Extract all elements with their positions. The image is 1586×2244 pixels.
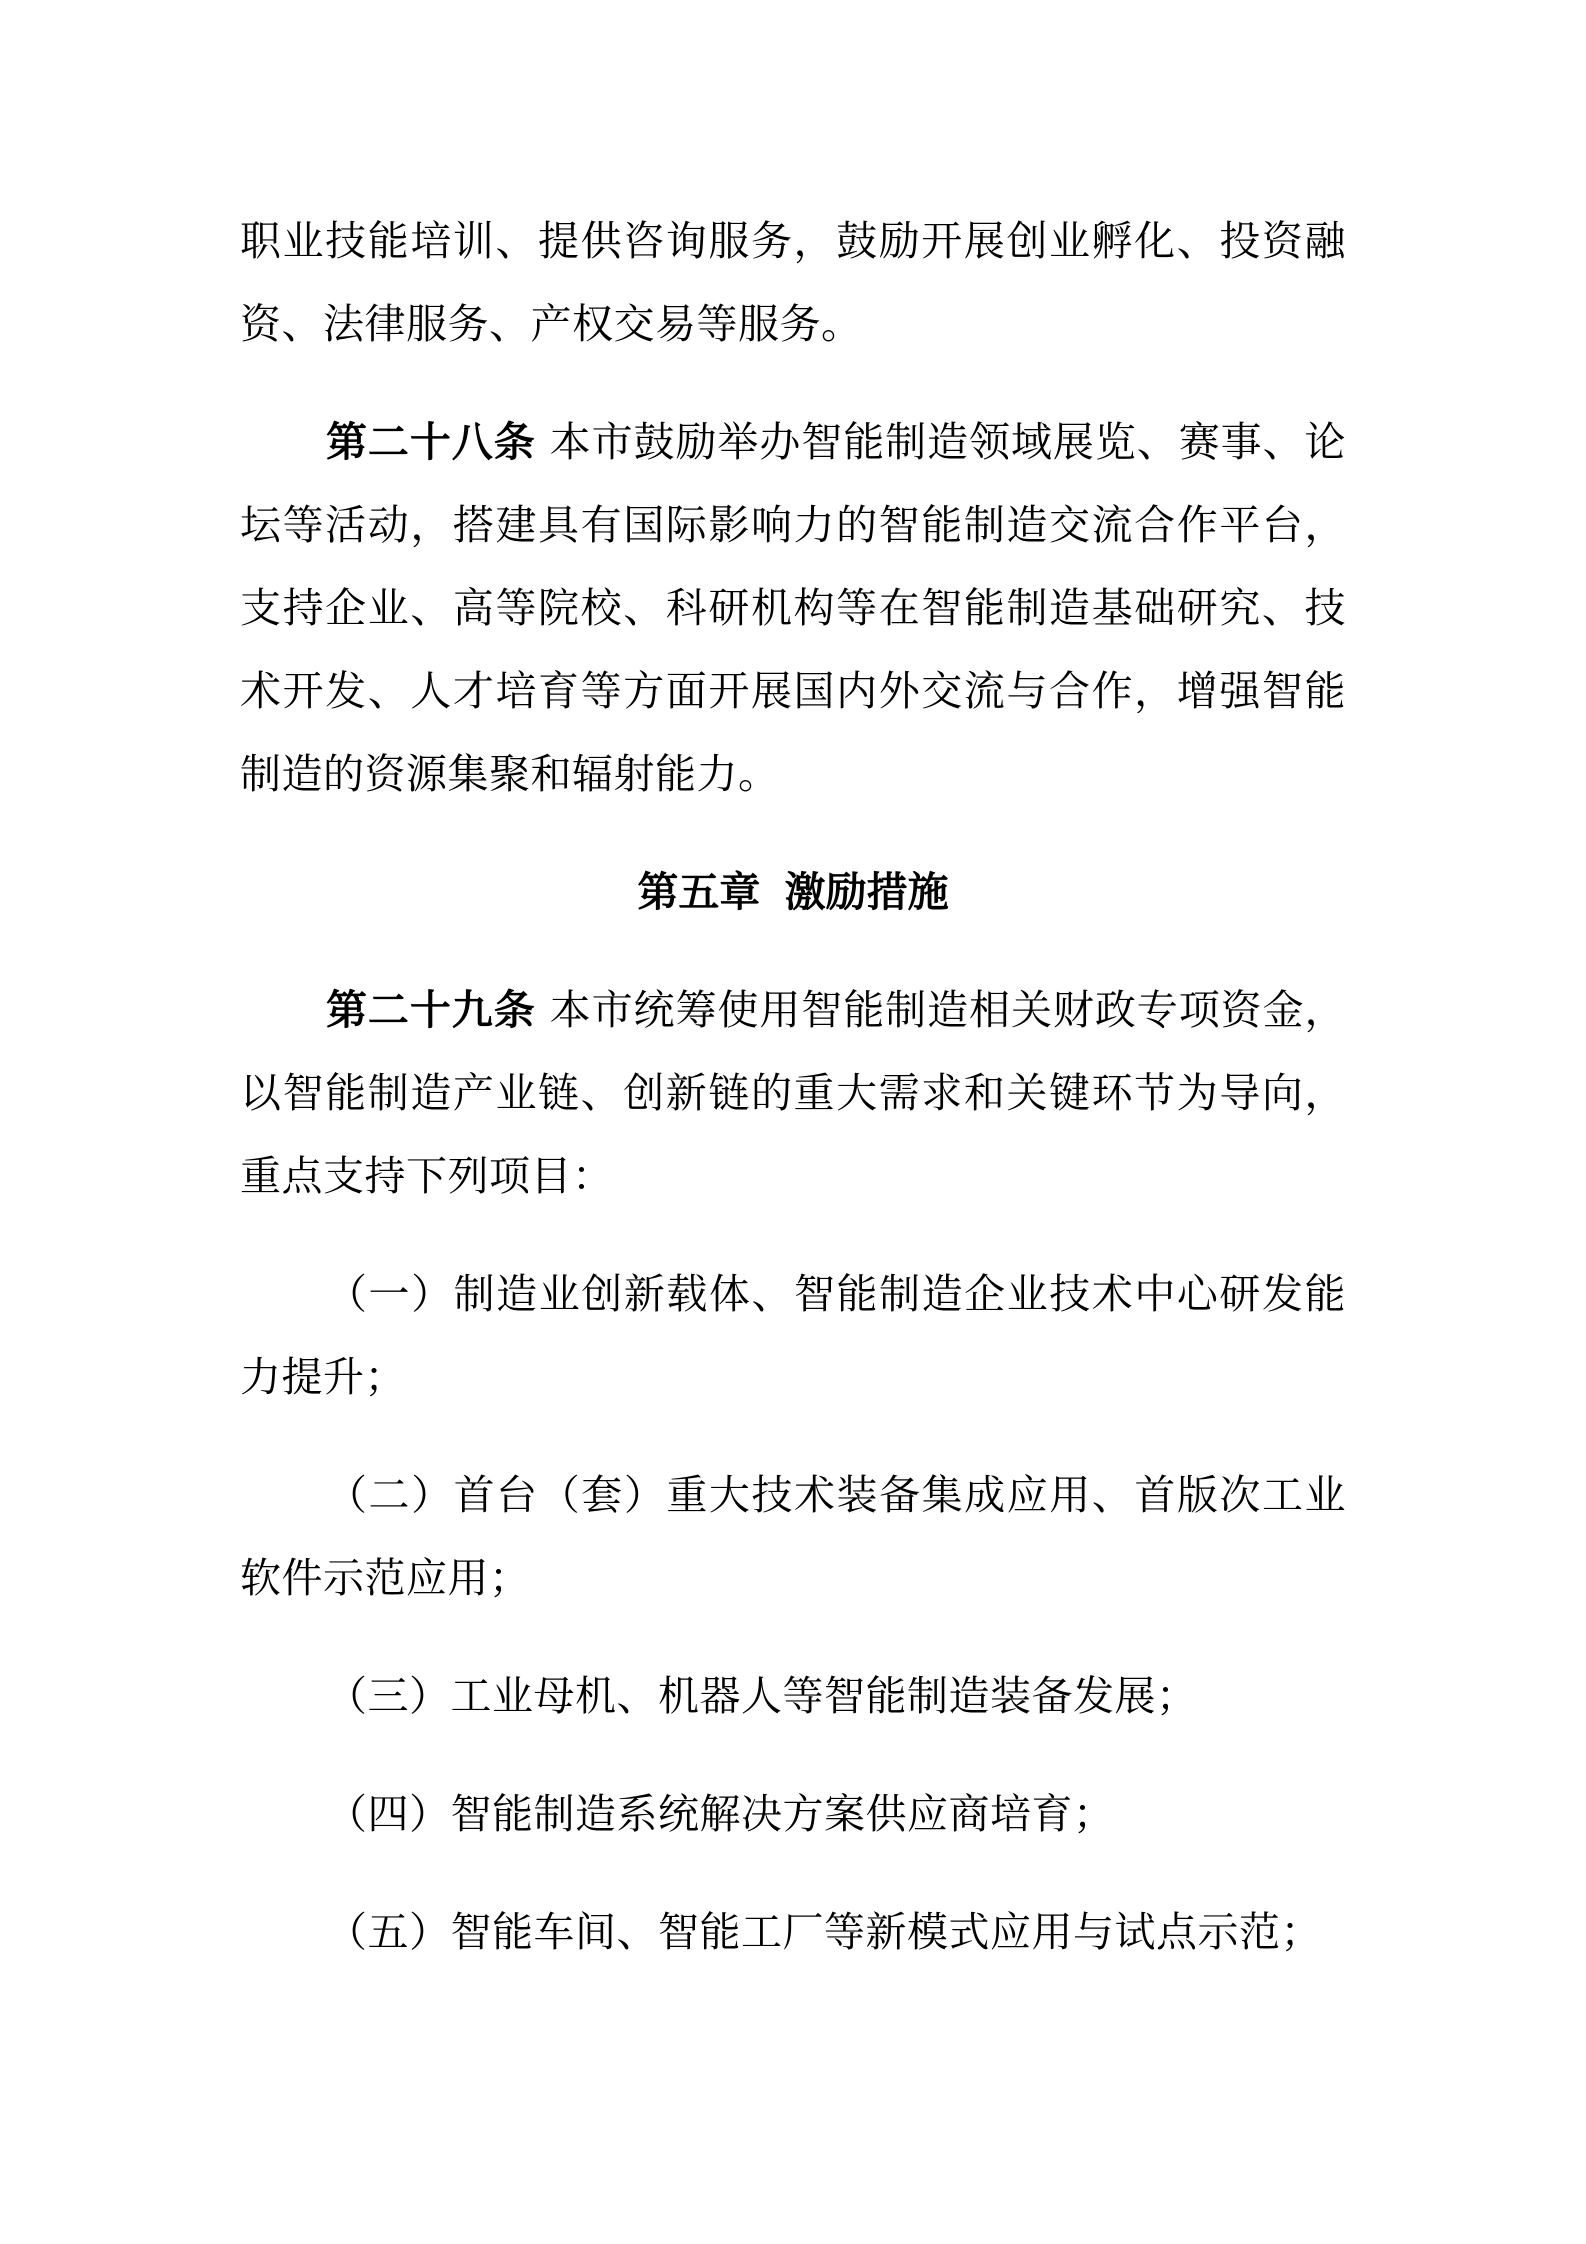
list-item-marker: （五） [326, 1908, 451, 1956]
list-item-marker: （三） [326, 1672, 451, 1720]
list-item-text: 智能车间、智能工厂等新模式应用与试点示范； [450, 1908, 1322, 1956]
list-item-marker: （一） [326, 1270, 454, 1318]
list-item-text: 制造业创新载体、智能制造企业技术中心研发能力提升； [240, 1270, 1347, 1401]
list-item [240, 1891, 1346, 1974]
article-28-label: 第二十八条 [326, 418, 536, 466]
chapter-number: 第五章 [637, 868, 761, 916]
list-item-marker: （四） [326, 1790, 451, 1838]
list-item [240, 1773, 1346, 1856]
article-29-body: 本市统筹使用智能制造相关财政专项资金，以智能制造产业链、创新链的重大需求和关键环节为导向，重点支持下列项目： [240, 986, 1347, 1200]
list-item [240, 1454, 1346, 1620]
list-item-text: 首台（套）重大技术装备集成应用、首版次工业软件示范应用； [240, 1471, 1347, 1602]
paragraph-continued: 职业技能培训、提供咨询服务，鼓励开展创业孵化、投资融资、法律服务、产权交易等服务。 [240, 217, 1346, 348]
article-29 [240, 969, 1346, 1218]
chapter-heading [240, 851, 1346, 934]
article-28-body: 本市鼓励举办智能制造领域展览、赛事、论坛等活动，搭建具有国际影响力的智能制造交流合作平台，支持企业、高等院校、科研机构等在智能制造基础研究、技术开发、人才培育等方面开展国内外交流与合作，增强智能制造的资源集聚和辐射能力。 [240, 418, 1347, 798]
article-29-label: 第二十九条 [326, 986, 536, 1034]
list-item [240, 1253, 1346, 1419]
document-page [240, 200, 1346, 2009]
chapter-title: 激励措施 [784, 868, 949, 916]
article-28 [240, 401, 1346, 816]
list-item-text: 智能制造系统解决方案供应商培育； [450, 1790, 1115, 1838]
list-item [240, 1655, 1346, 1738]
list-item-text: 工业母机、机器人等智能制造装备发展； [450, 1672, 1198, 1720]
list-item-marker: （二） [326, 1471, 454, 1519]
